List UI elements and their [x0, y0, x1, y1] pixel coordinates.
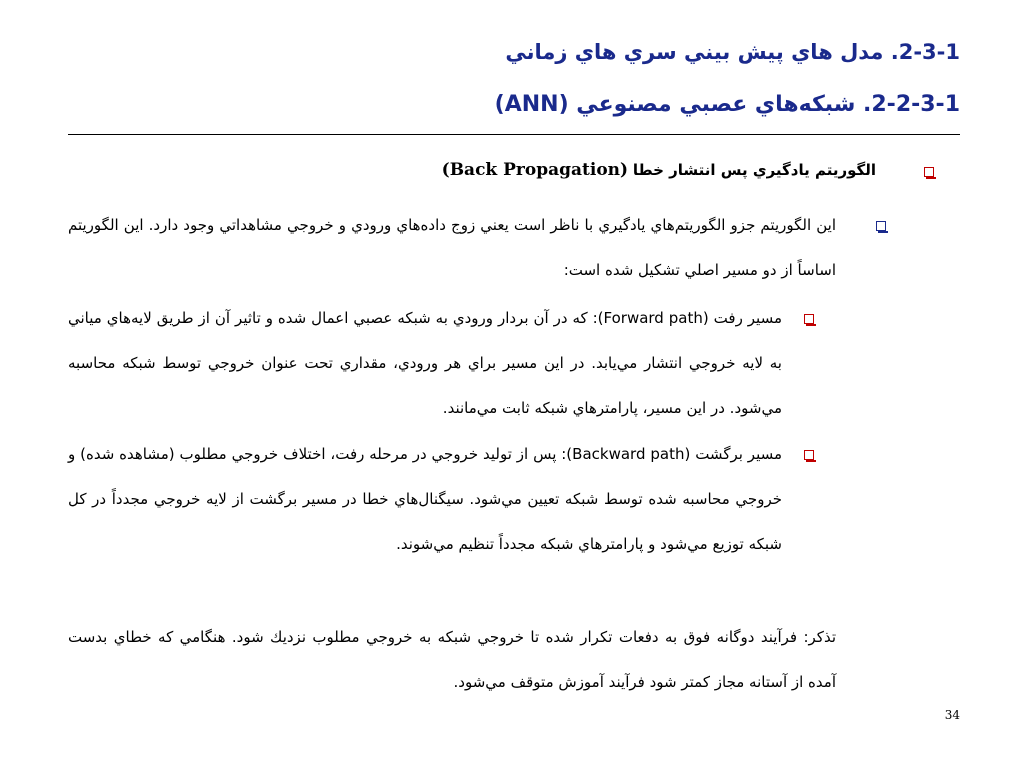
section-title: 2-3-1. مدل هاي پيش بيني سري هاي زماني	[505, 40, 960, 64]
square-bullet-icon	[804, 314, 814, 324]
backprop-heading	[442, 160, 876, 180]
backprop-heading-fa: الگوريتم يادگيري پس انتشار خطا	[632, 161, 876, 179]
square-bullet-icon	[876, 221, 886, 231]
square-bullet-icon	[804, 450, 814, 460]
note-text: تذکر: فرآيند دوگانه فوق به دفعات تکرار شده تا خروجي شبکه به خروجي مطلوب نزديك شود. هنگامي که خطاي بدست آمده از آستانه مجاز کمتر شود فرآيند آموزش متوقف مي‌شود.	[68, 628, 836, 691]
algorithm-description: اين الگوريتم جزو الگوريتم‌هاي يادگيري با ناظر است يعني زوج داده‌هاي ورودي و خروجي مشاهداتي وجود دارد. اين الگوريتم اساساً از دو مسير اصلي تشکيل شده است:	[68, 216, 836, 279]
backward-path-description: مسير برگشت (Backward path): پس از توليد خروجي در مرحله رفت، اختلاف خروجي مطلوب (مشاهده شده) و خروجي محاسبه شده توسط شبکه تعيين مي‌شود. سيگنال‌هاي خطا در مسير برگشت از لايه خروجي مجدداً در کل شبکه توزيع مي‌شود و پارامترهاي شبکه مجدداً تنظيم مي‌شوند.	[68, 445, 783, 553]
subsection-title: 2-2-3-1. شبکه‌هاي عصبي مصنوعي (ANN)	[494, 92, 960, 117]
forward-path-description: مسير رفت (Forward path): که در آن بردار ورودي به شبکه عصبي اعمال شده و تاثير آن از طريق لايه‌هاي مياني به لايه خروجي انتشار مي‌يابد. در اين مسير براي هر ورودي، مقداري تحت عنوان خروجي توسط شبکه محاسبه مي‌شود. در اين مسير، پارامترهاي شبکه ثابت مي‌مانند.	[68, 309, 782, 417]
title-divider	[68, 134, 960, 135]
backprop-heading-en: (Back Propagation)	[441, 160, 629, 180]
square-bullet-icon	[924, 167, 934, 177]
page-number: 34	[944, 708, 960, 722]
